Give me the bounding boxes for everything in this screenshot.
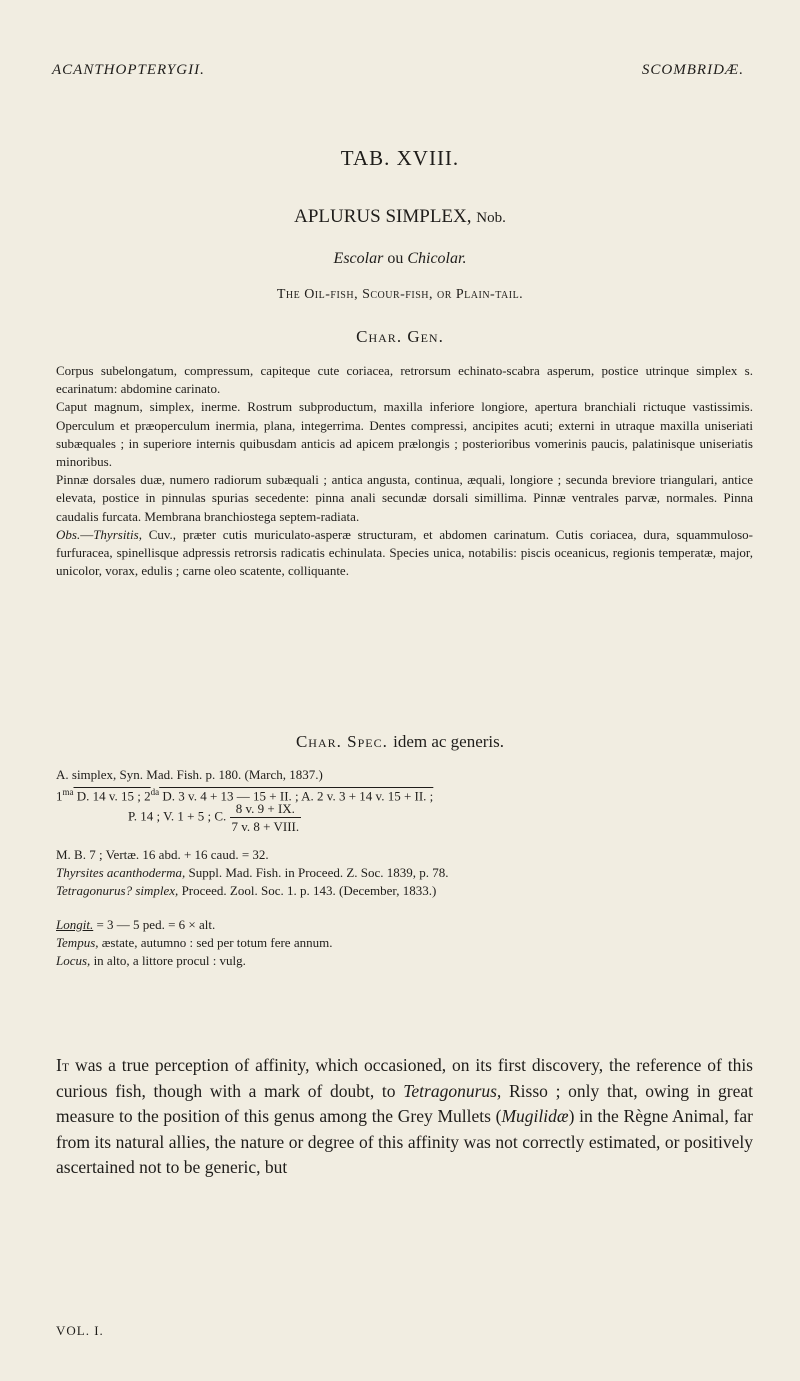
caudal-numerator: 8 v. 9 + IX. bbox=[230, 800, 302, 818]
vertebrae-line: M. B. 7 ; Vertæ. 16 abd. + 16 caud. = 32. bbox=[56, 847, 269, 862]
reference-tetragonurus bbox=[56, 882, 753, 899]
char-gen-heading: Char. Gen. bbox=[356, 327, 444, 346]
fin-formula-sup: ma bbox=[62, 787, 74, 797]
fin-formula-line-2 bbox=[128, 800, 628, 835]
locality-value: in alto, a littore procul : vulg. bbox=[93, 953, 246, 968]
genus-name: Tetragonurus, bbox=[403, 1080, 502, 1101]
reference-name: Thyrsites acanthoderma, bbox=[56, 865, 186, 880]
pectoral-ventral-formula: P. 14 ; V. 1 + 5 ; C. bbox=[128, 808, 227, 824]
running-head-right: SCOMBRIDÆ. bbox=[641, 62, 744, 78]
char-spec-label: Char. Spec. bbox=[295, 732, 388, 751]
synonym-line: A. simplex, Syn. Mad. Fish. p. 180. (March, 1837.) bbox=[56, 767, 323, 782]
fin-formula-part: 1 bbox=[56, 788, 63, 804]
common-name-joiner: ou bbox=[387, 250, 404, 267]
length-label: Longit. bbox=[56, 917, 94, 932]
char-spec-tail: idem ac generis. bbox=[393, 732, 505, 751]
fin-formula-part: D. 3 v. 4 + 13 — 15 + II. ; A. 2 v. 3 + 14 v. 15 + II. ; bbox=[159, 788, 434, 804]
caudal-fraction bbox=[230, 800, 302, 835]
species-author: Nob. bbox=[476, 210, 506, 226]
generic-description bbox=[56, 362, 753, 580]
body-text-run: was a true perception of affinity, which occasioned, on its first discovery, the reference of this curious fish, though with a mark of doubt, to bbox=[56, 1055, 753, 1101]
plate-number: TAB. XVIII. bbox=[340, 146, 460, 170]
body-first-word: It bbox=[56, 1055, 70, 1075]
season-label: Tempus, bbox=[56, 935, 99, 950]
species-name: APLURUS SIMPLEX, bbox=[294, 206, 472, 227]
english-names: The Oil-fish, Scour-fish, or Plain-tail. bbox=[276, 287, 524, 302]
volume-signature: VOL. I. bbox=[56, 1323, 104, 1338]
obs-label: Obs. bbox=[56, 526, 81, 542]
body-paragraph bbox=[56, 1053, 753, 1181]
char-spec-heading bbox=[0, 732, 800, 752]
length-value: = 3 — 5 ped. = 6 × alt. bbox=[96, 917, 216, 932]
length-line bbox=[56, 916, 753, 933]
season-value: æstate, autumno : sed per totum fere annum. bbox=[101, 935, 333, 950]
running-head-left: ACANTHOPTERYGII. bbox=[52, 62, 205, 78]
caudal-denominator: 7 v. 8 + VIII. bbox=[231, 819, 300, 834]
fin-formula-sup: da bbox=[150, 787, 160, 797]
reference-name: Tetragonurus? simplex, bbox=[56, 883, 179, 898]
common-name-2: Chicolar. bbox=[407, 250, 467, 267]
description-paragraph-obs: Obs.—Thyrsitis, Cuv., præter cutis muriculato-asperæ structuram, et abdomen carinatum. Cutis coriacea, dura, squammuloso-furfuracea, spinellisque adpressis retrorsis radicatis echinulata. Species unica, notabilis: piscis oceanicus, regionis temperatæ, major, unicolor, vorax, edulis ; carne oleo scatente, colliquante. bbox=[56, 526, 753, 579]
description-paragraph-head: Caput magnum, simplex, inerme. Rostrum subproductum, maxilla inferiore longiore, apertura branchiali rictuque vastissimis. Operculum et præoperculum inermia, plana, integerrima. Dentes compressi, ancipites acuti; externi in utraque maxilla uniseriati subæquales ; in superiore internis quibusdam anticis ad apicem prælongis ; posterioribus vomerinis paucis, palatinisque uniseriatis minoribus. bbox=[56, 399, 753, 470]
common-name-1: Escolar bbox=[333, 250, 384, 267]
description-paragraph-body: Corpus subelongatum, compressum, capiteque cute coriacea, retrorsum echinato-scabra asperum, postice utrinque simplex s. ecarinatum: abdomine carinato. bbox=[56, 363, 753, 397]
fin-formula-part: D. 14 v. 15 ; 2 bbox=[73, 788, 151, 804]
species-title bbox=[0, 206, 800, 228]
locality-line bbox=[56, 952, 753, 969]
locality-label: Locus, bbox=[56, 953, 91, 968]
common-names bbox=[0, 250, 800, 268]
description-paragraph-fins: Pinnæ dorsales duæ, numero radiorum subæquali ; antica angusta, continua, æquali, longiore ; secunda breviore triangulari, antice elevata, postice in pinnulas spurias secedente: pinna anali secundæ dorsali simillima. Pinnæ ventrales parvæ, normales. Pinna caudalis furcata. Membrana branchiostega septem-radiata. bbox=[56, 472, 753, 524]
season-line bbox=[56, 934, 753, 951]
family-name: Mugilidæ bbox=[501, 1106, 569, 1126]
reference-citation: Suppl. Mad. Fish. in Proceed. Z. Soc. 1839, p. 78. bbox=[188, 865, 449, 880]
obs-text: Cuv., præter cutis muriculato-asperæ structuram, et abdomen carinatum. Cutis coriacea, dura, squammuloso-furfuracea, spinellisque adpressis retrorsis radicatis echinulata. Species unica, notabilis: piscis oceanicus, regionis temperatæ, major, unicolor, vorax, edulis ; carne oleo scatente, colliquante. bbox=[56, 526, 753, 579]
reference-citation: Proceed. Zool. Soc. 1. p. 143. (December, 1833.) bbox=[181, 883, 437, 898]
reference-thyrsites bbox=[56, 864, 753, 881]
body-text-run: ) in the Règne Animal, far from its natural allies, the nature or degree of this affinity was not correctly estimated, or positively ascertained not to be generic, but bbox=[56, 1106, 753, 1177]
obs-reference: Thyrsitis, bbox=[93, 526, 142, 542]
body-text-run: Risso ; only that, owing in great measure to the position of this genus among the Grey Mullets ( bbox=[56, 1080, 753, 1126]
